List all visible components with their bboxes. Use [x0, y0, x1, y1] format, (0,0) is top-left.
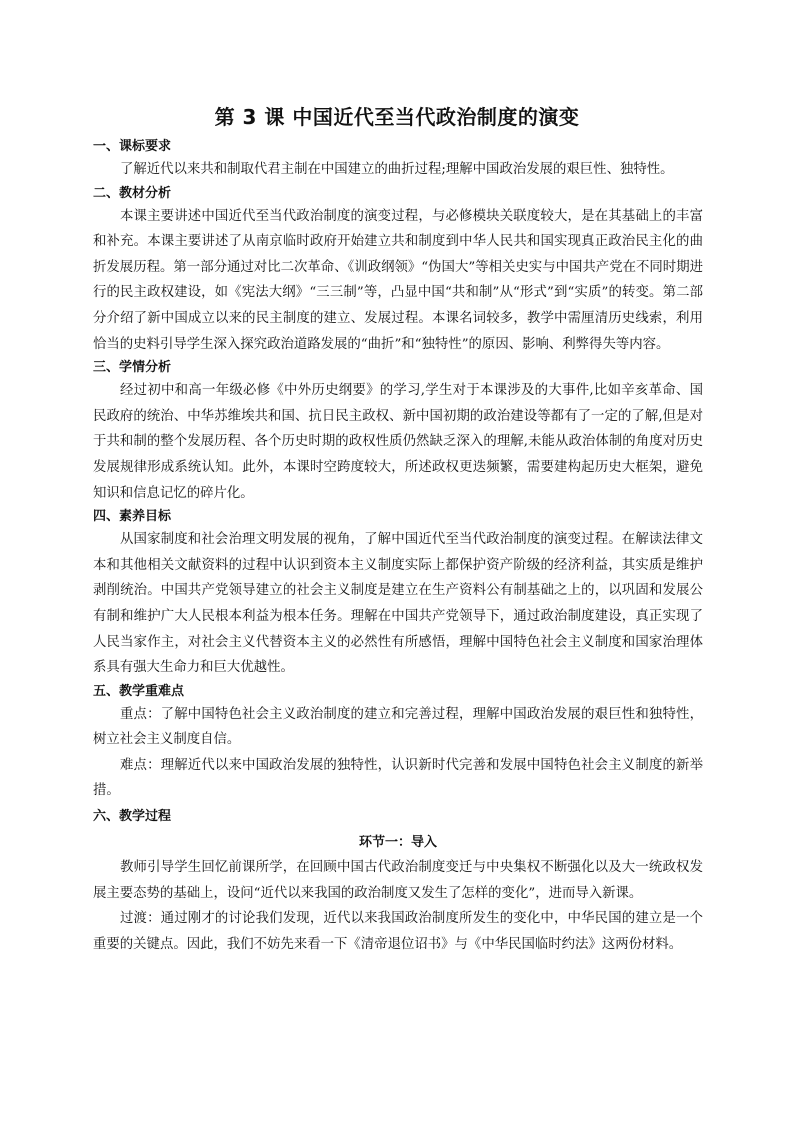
paragraph-literacy-goals: 从国家制度和社会治理文明发展的视角，了解中国近代至当代政治制度的演变过程。在解读法律文本和其他相关文献资料的过程中认识到资本主义制度实际上都保护资产阶级的经济利益，其实质是维护剥削统治。中国共产党领导建立的社会主义制度是建立在生产资料公有制基础之上的，以巩固和发展公有制和维护广大人民根本利益为根本任务。理解在中国共产党领导下，通过政治制度建设，真正实现了人民当家作主，对社会主义代替资本主义的必然性有所感悟，理解中国特色社会主义制度和国家治理体系具有强大生命力和巨大优越性。	[93, 532, 703, 676]
paragraph-student-analysis: 经过初中和高一年级必修《中外历史纲要》的学习,学生对于本课涉及的大事件,比如辛亥革命、国民政府的统治、中华苏维埃共和国、抗日民主政权、新中国初期的政治建设等都有了一定的了解,但是对于共和制的整个发展历程、各个历史时期的政权性质仍然缺乏深入的理解,未能从政治体制的角度对历史发展规律形成系统认知。此外，本课时空跨度较大，所述政权更迭频繁，需要建构起历史大框架，避免知识和信息记忆的碎片化。	[93, 383, 703, 501]
section-heading-curriculum: 一、课标要求	[93, 139, 172, 154]
section-heading-textbook-analysis: 二、教材分析	[93, 185, 172, 201]
subheading-introduction: 环节一：导入	[358, 835, 437, 851]
section-heading-student-analysis: 三、学情分析	[93, 360, 172, 376]
paragraph-transition: 过渡：通过刚才的讨论我们发现，近代以来我国政治制度所发生的变化中，中华民国的建立是一个重要的关键点。因此，我们不妨先来看一下《清帝退位诏书》与《中华民国临时约法》这两份材料。	[93, 911, 703, 952]
section-heading-key-points: 五、教学重难点	[93, 683, 185, 699]
paragraph-key-point: 重点：了解中国特色社会主义政治制度的建立和完善过程，理解中国政治发展的艰巨性和独特性，树立社会主义制度自信。	[93, 706, 703, 748]
paragraph-textbook-analysis: 本课主要讲述中国近代至当代政治制度的演变过程，与必修模块关联度较大，是在其基础上的丰富和补充。本课主要讲述了从南京临时政府开始建立共和制度到中华人民共和国实现真正政治民主化的曲折发展历程。第一部分通过对比二次革命、《训政纲领》“伪国大”等相关史实与中国共产党在不同时期进行的民主政权建设，如《宪法大纲》“三三制”等，凸显中国“共和制”从“形式”到“实质”的转变。第二部分介绍了新中国成立以来的民主制度的建立、发展过程。本课名词较多，教学中需厘清历史线索，利用恰当的史料引导学生深入探究政治道路发展的“曲折”和“独特性”的原因、影响、利弊得失等内容。	[93, 208, 703, 352]
section-heading-teaching-process: 六、教学过程	[93, 809, 172, 825]
paragraph-introduction: 教师引导学生回忆前课所学，在回顾中国古代政治制度变迁与中央集权不断强化以及大一统政权发展主要态势的基础上，设问“近代以来我国的政治制度又发生了怎样的变化”，进而导入新课。	[93, 860, 703, 901]
paragraph-curriculum: 了解近代以来共和制取代君主制在中国建立的曲折过程;理解中国政治发展的艰巨性、独特性。	[120, 162, 674, 177]
section-heading-literacy-goals: 四、素养目标	[93, 509, 172, 525]
page-title: 第 3 课 中国近代至当代政治制度的演变	[214, 105, 580, 129]
paragraph-difficult-point: 难点：理解近代以来中国政治发展的独特性，认识新时代完善和发展中国特色社会主义制度的新举措。	[93, 757, 703, 799]
document-body	[93, 136, 703, 957]
